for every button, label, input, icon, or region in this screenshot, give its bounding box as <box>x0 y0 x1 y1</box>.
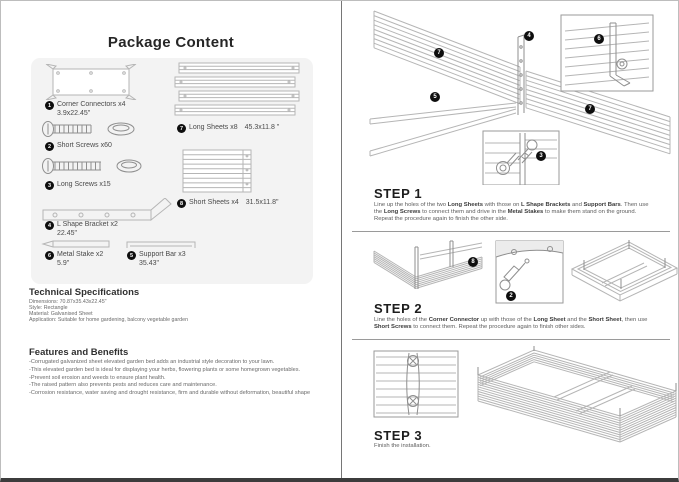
part-dimension: 5.9" <box>57 260 70 267</box>
part-name: Short Sheets x4 <box>189 199 239 206</box>
part-l-shape-bracket <box>45 221 118 238</box>
part-long-sheets <box>177 124 279 133</box>
step3-text: Finish the installation. <box>374 443 431 449</box>
feature-item: -Corrosion resistance, water saving and drought resistance, firm and durable without deformation, beautiful shape <box>29 390 311 397</box>
callout-long-sheet-badge: 7 <box>434 48 444 58</box>
part-name: Corner Connectors x4 <box>57 101 126 108</box>
part-number-badge: 5 <box>127 251 136 260</box>
part-name: Long Screws x15 <box>57 181 111 188</box>
part-name: Long Sheets x8 <box>189 124 238 131</box>
spec-material: Material: Galvanised Sheet <box>29 311 93 318</box>
package-content-page <box>1 1 341 478</box>
tech-specs-heading: Technical Specifications <box>29 287 140 298</box>
callout-short-sheet-badge: 8 <box>468 257 478 267</box>
part-dimension: 35.43" <box>139 260 160 267</box>
callout-short-screw-badge: 2 <box>506 291 516 301</box>
short-screw-drawing <box>41 120 151 138</box>
long-screw-drawing <box>41 157 151 175</box>
short-sheets-drawing <box>181 148 259 194</box>
step1-text: Line up the holes of the two Long Sheets with those on L Shape Brackets and Support Bars. Then use the Long Screws to connect them and drive in the Metal Stakes to make them stand on the ground. Repeat the procedure again to finish the other side. <box>374 202 649 222</box>
part-number-badge: 3 <box>45 181 54 190</box>
spec-application: Application: Suitable for home gardening, balcony vegetable garden <box>29 317 189 324</box>
corner-connector-drawing <box>45 64 137 100</box>
feature-item: -This elevated garden bed is ideal for displaying your herbs, flowering plants or some homegrown vegetables. <box>29 366 301 373</box>
part-dimension: 3.9x22.45" <box>57 110 91 117</box>
divider <box>352 339 670 340</box>
part-long-screws <box>45 181 111 190</box>
part-number-badge: 8 <box>177 199 186 208</box>
step2-heading: STEP 2 <box>374 301 423 316</box>
features-list <box>29 359 310 398</box>
part-support-bar <box>127 251 186 268</box>
support-bar-drawing <box>125 240 197 248</box>
part-name: Metal Stake x2 <box>57 251 104 258</box>
metal-stake-drawing <box>41 240 111 248</box>
page-title: Package Content <box>107 34 235 51</box>
part-dimension: 31.5x11.8" <box>245 199 279 206</box>
tech-specs-list <box>29 299 188 323</box>
step1-heading: STEP 1 <box>374 186 423 201</box>
spec-dimensions: Dimensions: 70.87x35.43x22.45" <box>29 299 107 305</box>
part-dimension: 45.3x11.8 " <box>244 124 280 131</box>
part-corner-connectors <box>45 101 125 118</box>
part-name: L Shape Bracket x2 <box>57 221 118 228</box>
callout-support-bar-badge: 5 <box>430 92 440 102</box>
assembly-steps-page <box>341 1 679 478</box>
features-heading: Features and Benefits <box>29 347 129 358</box>
step1-diagram <box>344 3 678 185</box>
part-number-badge: 7 <box>177 124 186 133</box>
part-number-badge: 6 <box>45 251 54 260</box>
callout-metal-stake-badge: 6 <box>594 34 604 44</box>
part-dimension: 22.45" <box>57 230 78 237</box>
step2-text: Line the holes of the Corner Connector up with those of the Long Sheet and the Short Sheet, then use Short Screws to connect them. Repeat the procedure again to finish other sides. <box>374 317 648 330</box>
feature-item: -The raised pattern also prevents pests and reduces care and maintenance. <box>29 382 217 389</box>
divider <box>352 231 670 232</box>
part-short-sheets <box>177 199 278 208</box>
callout-long-screw-badge: 3 <box>536 151 546 161</box>
parts-panel <box>31 58 313 284</box>
callout-long-sheet-badge-2: 7 <box>585 104 595 114</box>
step3-heading: STEP 3 <box>374 428 423 443</box>
feature-item: -Corrugated galvanized sheet elevated garden bed adds an industrial style decoration to your lawn. <box>29 359 275 365</box>
part-short-screws <box>45 142 112 151</box>
part-number-badge: 1 <box>45 101 54 110</box>
part-number-badge: 4 <box>45 221 54 230</box>
part-metal-stake <box>45 251 103 268</box>
long-sheets-drawing <box>173 62 303 122</box>
feature-item: -Prevent soil erosion and weeds to ensure plant health. <box>29 374 166 381</box>
part-name: Short Screws x60 <box>57 142 112 149</box>
spec-style: Style: Rectangle <box>29 305 68 312</box>
part-name: Support Bar x3 <box>139 251 186 258</box>
callout-l-bracket-badge: 4 <box>524 31 534 41</box>
part-number-badge: 2 <box>45 142 54 151</box>
